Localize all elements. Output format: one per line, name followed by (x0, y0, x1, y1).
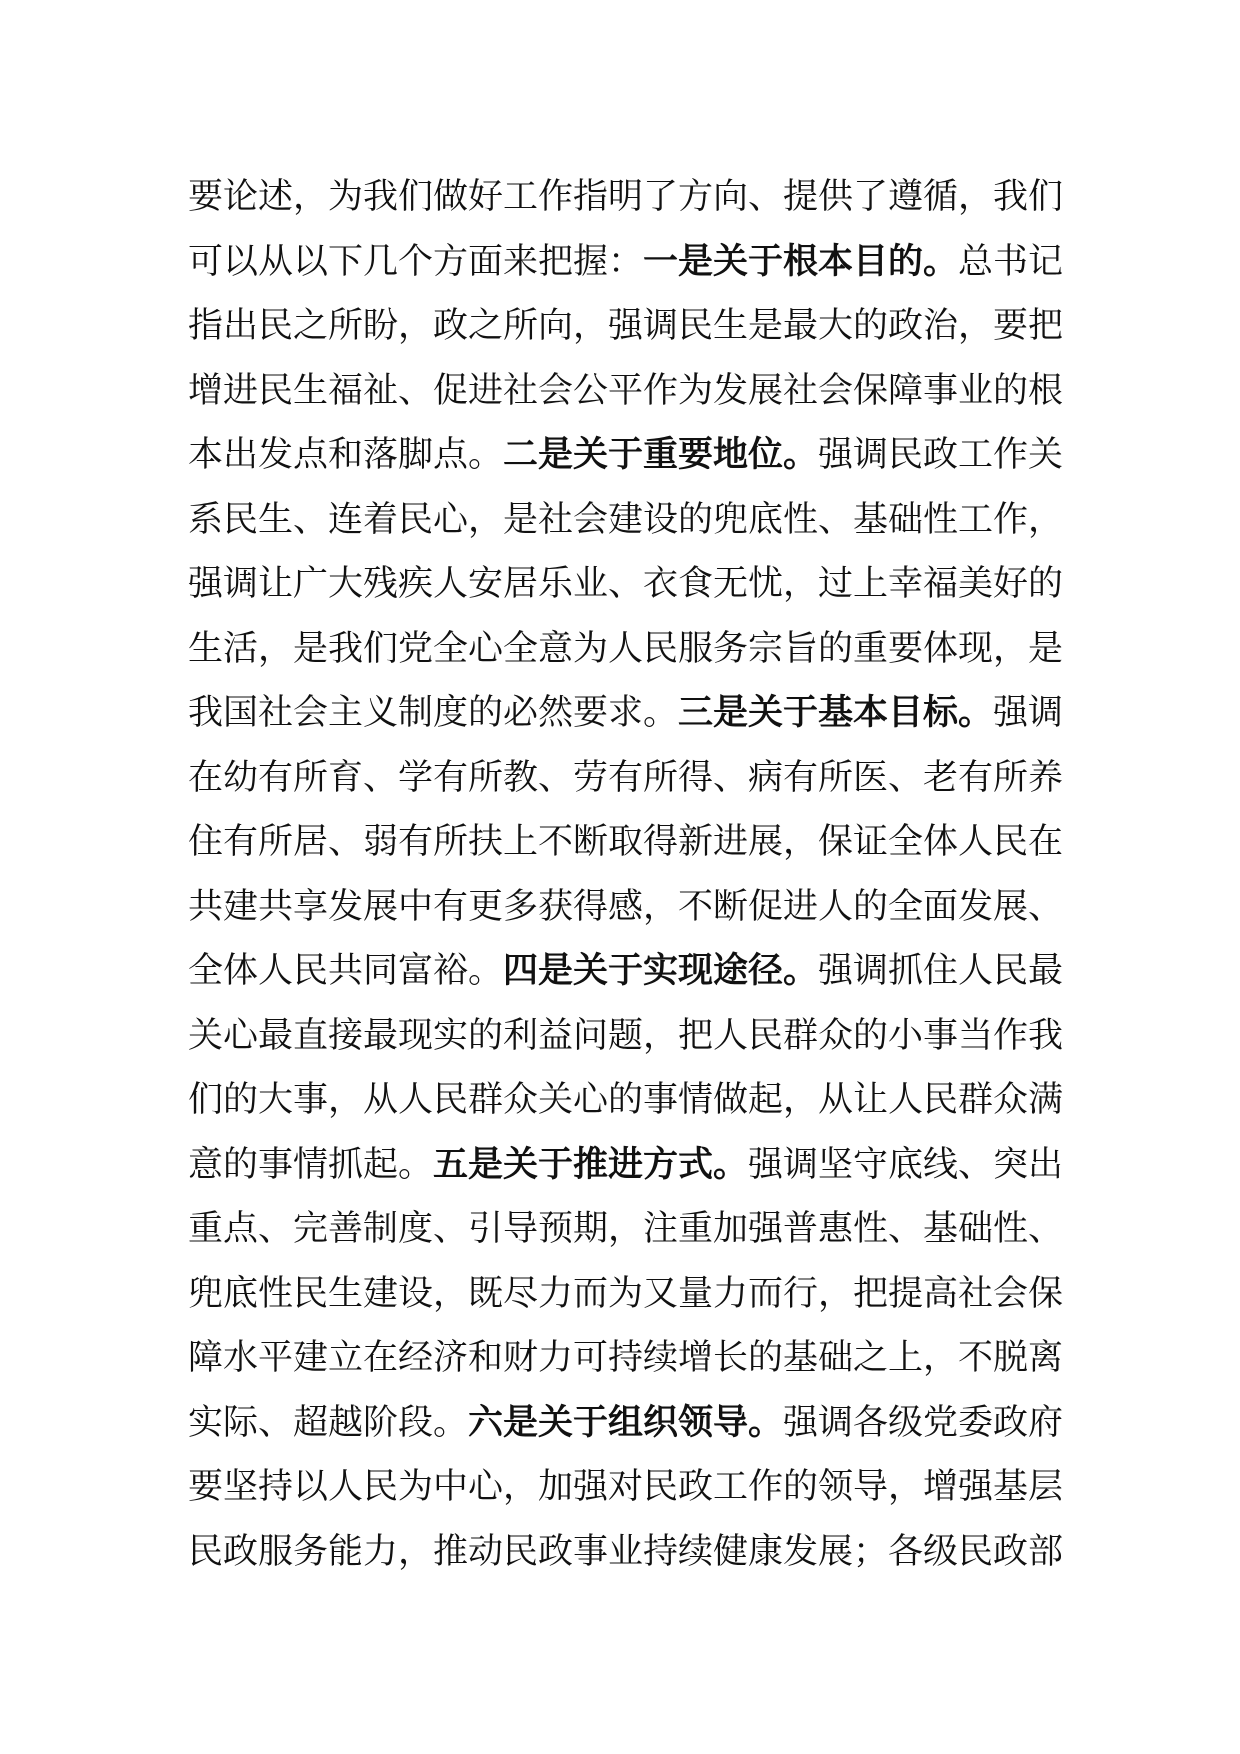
text-run: 要坚持以人民为中心，加强对民政工作的领导，增强基层 (188, 1467, 1064, 1507)
text-run: 民政服务能力，推动民政事业持续健康发展；各级民政部 (188, 1531, 1064, 1572)
text-line (188, 746, 1064, 811)
text-line (188, 1455, 1064, 1520)
text-run: 生活，是我们党全心全意为人民服务宗旨的重要体现，是 (188, 628, 1064, 669)
text-line (188, 1197, 1064, 1262)
text-run: 本出发点和落脚点。 (188, 435, 504, 475)
text-run: 住有所居、弱有所扶上不断取得新进展，保证全体人民在 (188, 822, 1064, 862)
text-line (188, 1068, 1064, 1133)
text-run: 共建共享发展中有更多获得感，不断促进人的全面发展、 (188, 886, 1064, 927)
text-line (188, 1262, 1064, 1327)
text-run: 指出民之所盼，政之所向，强调民生是最大的政治，要把 (188, 306, 1064, 346)
text-run: 兜底性民生建设，既尽力而为又量力而行，把提高社会保 (188, 1273, 1064, 1314)
text-run: 在幼有所育、学有所教、劳有所得、病有所医、老有所养 (188, 757, 1064, 798)
section-heading: 四是关于实现途径。 (503, 951, 819, 991)
text-run: 障水平建立在经济和财力可持续增长的基础之上，不脱离 (188, 1338, 1064, 1378)
text-line (188, 1004, 1064, 1069)
text-run: 们的大事，从人民群众关心的事情做起，从让人民群众满 (188, 1080, 1064, 1120)
text-run: 强调抓住人民最 (818, 951, 1064, 991)
text-line (188, 1391, 1064, 1456)
text-line (188, 359, 1064, 424)
text-run: 实际、超越阶段。 (188, 1402, 469, 1443)
text-line (188, 552, 1064, 617)
section-heading: 五是关于推进方式。 (433, 1144, 749, 1185)
body-text (188, 165, 1064, 1584)
text-run: 强调民政工作关 (818, 435, 1064, 475)
section-heading: 三是关于基本目标。 (678, 693, 994, 733)
text-run: 强调各级党委政府 (783, 1402, 1064, 1443)
text-run: 意的事情抓起。 (188, 1144, 434, 1185)
text-line (188, 617, 1064, 682)
text-line (188, 810, 1064, 875)
text-run: 可以从以下几个方面来把握： (188, 241, 644, 282)
text-line (188, 488, 1064, 553)
text-line (188, 875, 1064, 940)
text-line (188, 294, 1064, 359)
text-line (188, 423, 1064, 488)
text-line (188, 165, 1064, 230)
text-run: 总书记 (958, 241, 1064, 282)
text-run: 强调坚守底线、突出 (748, 1144, 1064, 1185)
text-line (188, 230, 1064, 295)
text-line (188, 939, 1064, 1004)
text-run: 全体人民共同富裕。 (188, 951, 504, 991)
text-line (188, 1133, 1064, 1198)
text-run: 要论述，为我们做好工作指明了方向、提供了遵循，我们 (188, 177, 1064, 217)
section-heading: 二是关于重要地位。 (503, 435, 819, 475)
section-heading: 六是关于组织领导。 (468, 1402, 784, 1443)
text-run: 增进民生福祉、促进社会公平作为发展社会保障事业的根 (188, 370, 1064, 411)
text-run: 系民生、连着民心，是社会建设的兜底性、基础性工作， (188, 499, 1064, 540)
text-run: 强调让广大残疾人安居乐业、衣食无忧，过上幸福美好的 (188, 564, 1064, 604)
text-line (188, 681, 1064, 746)
text-run: 我国社会主义制度的必然要求。 (188, 693, 679, 733)
text-line (188, 1326, 1064, 1391)
text-run: 强调 (993, 693, 1064, 733)
text-line (188, 1520, 1064, 1585)
section-heading: 一是关于根本目的。 (643, 241, 959, 282)
text-run: 重点、完善制度、引导预期，注重加强普惠性、基础性、 (188, 1209, 1064, 1249)
text-run: 关心最直接最现实的利益问题，把人民群众的小事当作我 (188, 1015, 1064, 1056)
